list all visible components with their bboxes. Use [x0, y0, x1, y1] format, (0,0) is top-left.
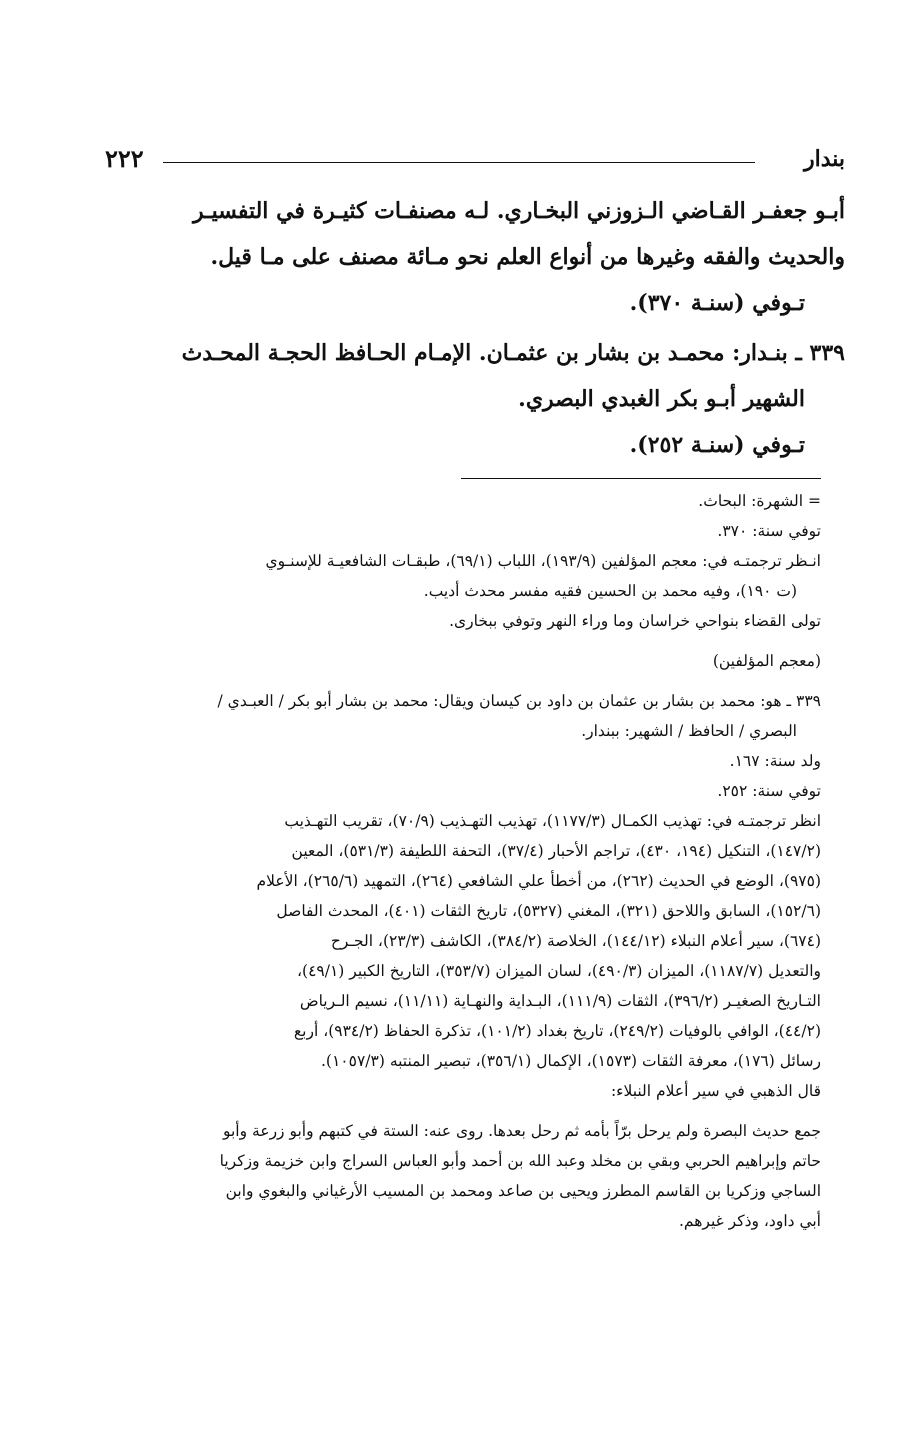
note-line: الساجي وزكريا بن القاسم المطرز ويحيى بن صاعد ومحمد بن المسيب الأرغياني والبغوي وابن	[225, 1182, 821, 1200]
note-line: تولى القضاء بنواحي خراسان وما وراء النهر وتوفي ببخارى.	[449, 612, 821, 630]
note-line: (١٥٢/٦)، السابق واللاحق (٣٢١)، المغني (٥٣٢٧)، تاريخ الثقات (٤٠١)، المحدث الفاصل	[276, 902, 821, 920]
header-rule	[163, 162, 755, 163]
page-number: ٢٢٢	[105, 144, 144, 173]
running-title: بندار	[803, 146, 845, 172]
note-line: (ت ١٩٠)، وفيه محمد بن الحسين فقيه مفسر محدث أديب.	[423, 582, 797, 600]
note-line: والتعديل (١١٨٧/٧)، الميزان (٤٩٠/٣)، لسان الميزان (٣٥٣/٧)، التاريخ الكبير (٤٩/١)،	[297, 962, 821, 980]
main-line: والحديث والفقه وغيرها من أنواع العلم نحو مـائة مصنف على مـا قيل.	[210, 244, 845, 270]
note-line: ٣٣٩ ـ هو: محمد بن بشار بن عثمان بن داود بن كيسان ويقال: محمد بن بشار أبو بكر / العبـدي /	[217, 692, 821, 710]
note-line: انظر ترجمتـه في: تهذيب الكمـال (١١٧٧/٣)، تهذيب التهـذيب (٧٠/٩)، تقريب التهـذيب	[284, 812, 821, 830]
note-line: البصري / الحافظ / الشهير: ببندار.	[581, 722, 797, 740]
note-line: جمع حديث البصرة ولم يرحل برّاً بأمه ثم رحل بعدها. روى عنه: الستة في كتبهم وأبو زرعة وأبو	[222, 1122, 821, 1140]
note-line: (٩٧٥)، الوضع في الحديث (٢٦٢)، من أخطأ علي الشافعي (٢٦٤)، التمهيد (٢٦٥/٦)، الأعلام	[256, 872, 821, 890]
note-line: توفي سنة: ٣٧٠.	[717, 522, 821, 540]
note-line: = الشهرة: البحاث.	[698, 492, 821, 510]
footnote-separator	[461, 478, 821, 479]
note-line: التـاريخ الصغيـر (٣٩٦/٢)، الثقات (١١١/٩)، البـداية والنهـاية (١١/١١)، نسيم الـرياض	[299, 992, 821, 1010]
note-line: (٦٧٤)، سير أعلام النبلاء (١٤٤/١٢)، الخلاصة (٣٨٤/٢)، الكاشف (٢٣/٣)، الجـرح	[330, 932, 821, 950]
main-line: الشهير أبـو بكر الغبدي البصري.	[518, 386, 805, 412]
main-line: تـوفي (سنـة ٣٧٠).	[629, 290, 805, 316]
note-line: ولد سنة: ١٦٧.	[729, 752, 821, 770]
note-source: (معجم المؤلفين)	[712, 652, 821, 670]
note-line: (١٤٧/٢)، التنكيل (١٩٤، ٤٣٠)، تراجم الأحبار (٣٧/٤)، التحفة اللطيفة (٥٣١/٣)، المعين	[291, 842, 821, 860]
main-line: أبـو جعفـر القـاضي الـزوزني البخـاري. لـه مصنفـات كثيـرة في التفسيـر	[192, 198, 845, 224]
note-line: حاتم وإبراهيم الحربي وبقي بن مخلد وعبد الله بن أحمد وأبو العباس السراج وابن خزيمة وزكريا	[219, 1152, 821, 1170]
note-line: أبي داود، وذكر غيرهم.	[679, 1212, 821, 1230]
main-line: تـوفي (سنـة ٢٥٢).	[629, 432, 805, 458]
footnotes	[100, 486, 821, 1236]
note-line: انـظر ترجمتـه في: معجم المؤلفين (١٩٣/٩)، اللباب (٦٩/١)، طبقـات الشافعيـة للإسنـوي	[265, 552, 821, 570]
note-line: (٤٤/٢)، الوافي بالوفيات (٢٤٩/٢)، تاريخ بغداد (١٠١/٢)، تذكرة الحفاظ (٩٣٤/٢)، أربع	[293, 1022, 821, 1040]
main-text	[105, 188, 845, 468]
entry-heading: ٣٣٩ ـ بنـدار: محمـد بن بشار بن عثمـان. الإمـام الحـافظ الحجـة المحـدث	[181, 340, 845, 366]
note-line: قال الذهبي في سير أعلام النبلاء:	[610, 1082, 821, 1100]
page-header	[105, 138, 845, 178]
note-line: توفي سنة: ٢٥٢.	[717, 782, 821, 800]
note-line: رسائل (١٧٦)، معرفة الثقات (١٥٧٣)، الإكمال (٣٥٦/١)، تبصير المنتبه (١٠٥٧/٣).	[321, 1052, 821, 1070]
